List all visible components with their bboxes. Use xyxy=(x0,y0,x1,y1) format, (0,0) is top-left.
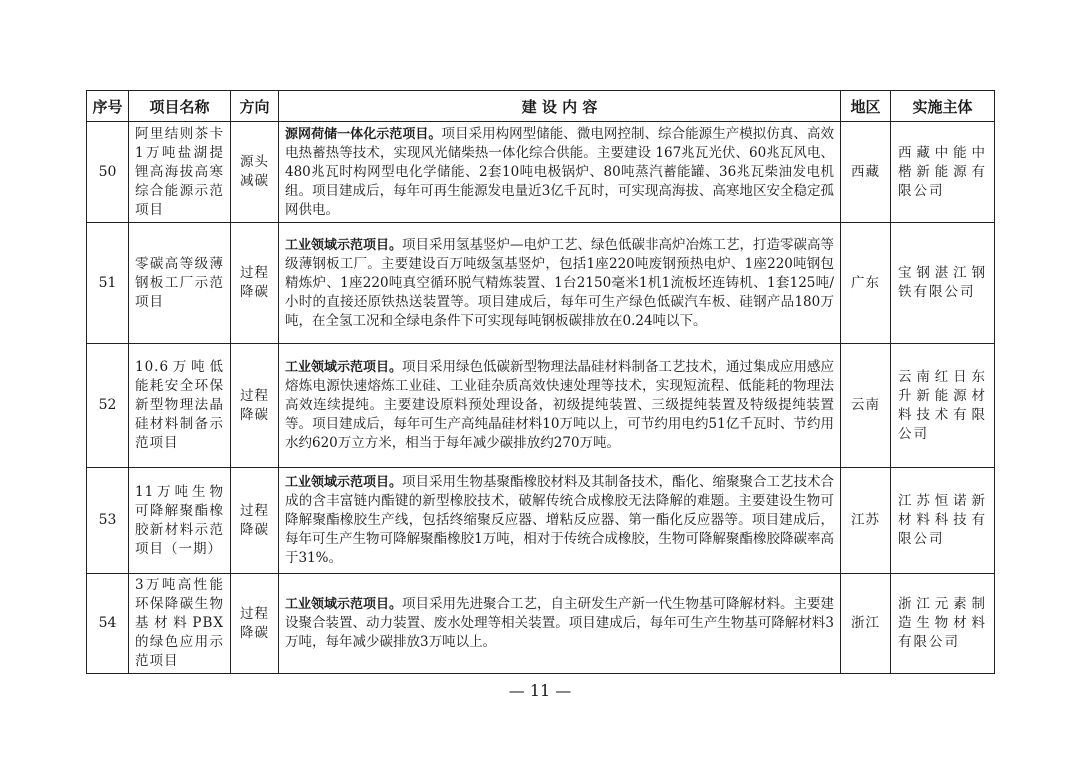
row-content-text: 项目采用构网型储能、微电网控制、综合能源生产模拟仿真、高效电热蓄热等技术，实现风光储柴热一体化综合供能。主要建设 167兆瓦光伏、60兆瓦风电、480兆瓦时构网型电化学储能、2套10吨电极锅炉、80吨蒸汽蓄能罐、36兆瓦柴油发电机组。项目建成后，每年可再生能源发电量近3亿千瓦时，可实现高海拔、高寒地区安全稳定孤网供电。 xyxy=(285,125,834,218)
row-project-name: 阿里结则茶卡1万吨盐湖提锂高海拔高寒综合能源示范项目 xyxy=(129,122,231,223)
table-row xyxy=(87,574,995,674)
header-name: 项目名称 xyxy=(129,91,231,122)
row-content xyxy=(279,468,841,574)
header-entity: 实施主体 xyxy=(891,91,995,122)
row-project-name: 零碳高等级薄钢板工厂示范项目 xyxy=(129,223,231,344)
row-content-text: 项目采用氢基竖炉—电炉工艺、绿色低碳非高炉冶炼工艺，打造零碳高等级薄钢板工厂。主要建设百万吨级氢基竖炉，包括1座220吨废钢预热电炉、1座220吨钢包精炼炉、1座220吨真空循环脱气精炼装置、1台2150毫米1机1流板坯连铸机、1套125吨/小时的直接还原铁热送装置等。项目建成后，每年可生产绿色低碳汽车板、硅钢产品180万吨，在全氢工况和全绿电条件下可实现每吨钢板碳排放在0.24吨以下。 xyxy=(285,236,835,329)
row-content-type: 工业领域示范项目。 xyxy=(285,475,403,490)
table-header-row xyxy=(87,91,995,122)
row-content xyxy=(279,344,841,468)
row-project-name: 10.6万吨低能耗安全环保新型物理法晶硅材料制备示范项目 xyxy=(129,344,231,468)
row-seq: 52 xyxy=(87,344,129,468)
row-content-type: 工业领域示范项目。 xyxy=(285,597,403,612)
table-row xyxy=(87,122,995,223)
project-table xyxy=(86,90,995,674)
row-entity: 浙江元素制造生物材料有限公司 xyxy=(891,574,995,674)
row-content-type: 工业领域示范项目。 xyxy=(285,237,403,253)
row-direction: 过程降碳 xyxy=(231,468,279,574)
header-region: 地区 xyxy=(841,91,891,122)
row-direction: 源头减碳 xyxy=(231,122,279,223)
row-seq: 51 xyxy=(87,223,129,344)
row-content xyxy=(279,574,841,674)
row-seq: 53 xyxy=(87,468,129,574)
row-region: 江苏 xyxy=(841,468,891,574)
row-content xyxy=(279,122,841,223)
row-region: 西藏 xyxy=(841,122,891,223)
row-seq: 50 xyxy=(87,122,129,223)
row-entity: 西藏中能中楷新能源有限公司 xyxy=(891,122,995,223)
page xyxy=(86,90,994,674)
row-region: 浙江 xyxy=(841,574,891,674)
row-direction: 过程降碳 xyxy=(231,223,279,344)
row-entity: 江苏恒诺新材料科技有限公司 xyxy=(891,468,995,574)
row-content xyxy=(279,223,841,344)
table-row xyxy=(87,344,995,468)
row-content-type: 源网荷储一体化示范项目。 xyxy=(285,126,442,142)
row-direction: 过程降碳 xyxy=(231,344,279,468)
row-entity: 云南红日东升新能源材料技术有限公司 xyxy=(891,344,995,468)
row-project-name: 11万吨生物可降解聚酯橡胶新材料示范项目（一期） xyxy=(129,468,231,574)
row-seq: 54 xyxy=(87,574,129,674)
row-project-name: 3万吨高性能环保降碳生物基材料PBX的绿色应用示范项目 xyxy=(129,574,231,674)
row-region: 广东 xyxy=(841,223,891,344)
row-direction: 过程降碳 xyxy=(231,574,279,674)
row-content-text: 项目采用先进聚合工艺，自主研发生产新一代生物基可降解材料。主要建设聚合装置、动力装置、废水处理等相关装置。项目建成后，每年可生产生物基可降解材料3万吨，每年减少碳排放3万吨以上。 xyxy=(285,596,835,650)
header-direction: 方向 xyxy=(231,91,279,122)
row-content-type: 工业领域示范项目。 xyxy=(285,360,403,375)
row-content-text: 项目采用绿色低碳新型物理法晶硅材料制备工艺技术，通过集成应用感应熔炼电源快速熔炼工业硅、工业硅杂质高效快速处理等技术，实现短流程、低能耗的物理法高效连续提纯。主要建设原料预处理设备，初级提纯装置、三级提纯装置及特级提纯装置等。项目建成后，每年可生产高纯晶硅材料10万吨以上，可节约用电约51亿千瓦时、节约用水约620万立方米，相当于每年减少碳排放约270万吨。 xyxy=(285,359,835,451)
page-number: — 11 — xyxy=(508,681,572,700)
table-row xyxy=(87,223,995,344)
row-entity: 宝钢湛江钢铁有限公司 xyxy=(891,223,995,344)
row-content-text: 项目采用生物基聚酯橡胶材料及其制备技术，酯化、缩聚聚合工艺技术合成的含丰富链内酯键的新型橡胶技术，破解传统合成橡胶无法降解的难题。主要建设生物可降解聚酯橡胶生产线，包括终缩聚反应器、增粘反应器、第一酯化反应器等。项目建成后，每年可生产生物可降解聚酯橡胶1万吨，相对于传统合成橡胶，生物可降解聚酯橡胶降碳率高于31%。 xyxy=(285,474,835,566)
header-content: 建 设 内 容 xyxy=(279,91,841,122)
row-region: 云南 xyxy=(841,344,891,468)
header-seq: 序号 xyxy=(87,91,129,122)
table-row xyxy=(87,468,995,574)
